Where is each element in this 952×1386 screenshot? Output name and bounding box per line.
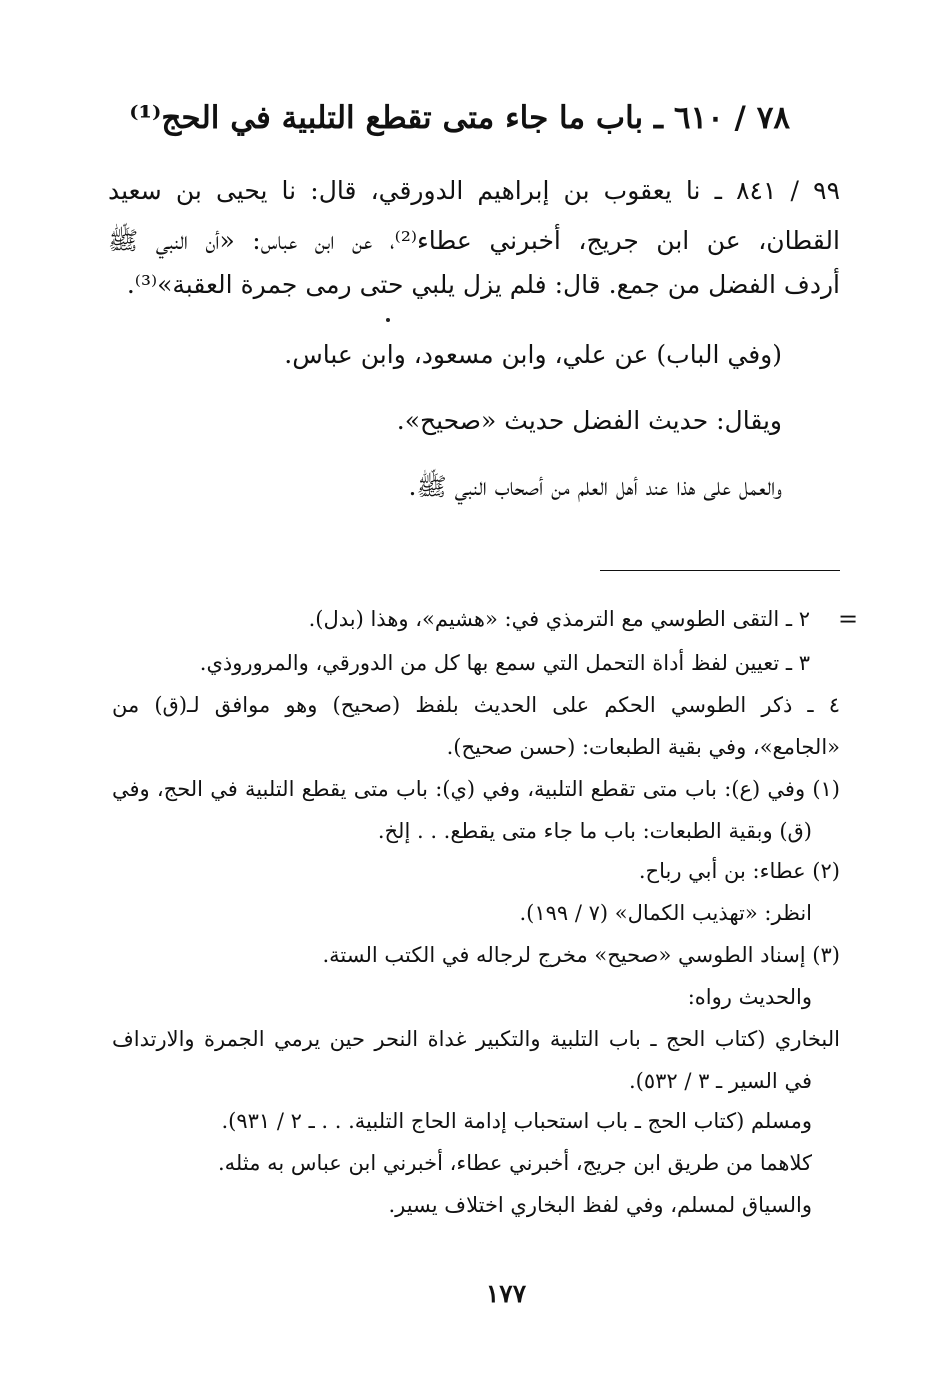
hadith-line-1: ٩٩ / ٨٤١ ـ نا يعقوب بن إبراهيم الدورقي، قال: نا يحيى بن سعيد	[108, 176, 840, 205]
note-2-line-1: (٢) عطاء: بن أبي رباح.	[638, 859, 840, 883]
note-2-line-2: انظر: «تهذيب الكمال» (٧ / ١٩٩).	[519, 901, 812, 925]
note-1-line-2: (ق) وبقية الطبعات: باب ما جاء متى يقطع. . . إلخ.	[377, 819, 812, 843]
bab-note: (وفي الباب) عن علي، وابن مسعود، وابن عباس.	[284, 340, 782, 369]
note-3-line-1: (٣) إسناد الطوسي «صحيح» مخرج لرجاله في الكتب الستة.	[322, 943, 840, 967]
footnote-2: ٢ ـ التقى الطوسي مع الترمذي في: «هشيم»، وهذا (بدل).	[308, 607, 810, 631]
note-3-line-2: والحديث رواه:	[687, 985, 812, 1009]
page-number: ١٧٧	[485, 1279, 527, 1308]
note-3-line-7: والسياق لمسلم، وفي لفظ البخاري اختلاف يسير.	[388, 1193, 812, 1217]
amal-note: والعمل على هذا عند أهل العلم من أصحاب النبي ﷺ.	[408, 472, 782, 501]
hadith-line-3: أردف الفضل من جمع. قال: فلم يزل يلبي حتى رمى جمرة العقبة»⁽³⁾.	[126, 270, 840, 299]
note-3-line-5: ومسلم (كتاب الحج ـ باب استحباب إدامة الحاج التلبية. . . ـ ٢ / ٩٣١).	[221, 1109, 812, 1133]
note-3-line-6: كلاهما من طريق ابن جريج، أخبرني عطاء، أخبرني ابن عباس به مثله.	[218, 1151, 812, 1175]
footnote-separator	[600, 570, 840, 571]
hukm-note: ويقال: حديث الفضل حديث «صحيح».	[396, 406, 782, 435]
footnote-3: ٣ ـ تعيين لفظ أداة التحمل التي سمع بها كل من الدورقي، والمروروذي.	[199, 651, 810, 675]
chapter-title: ٧٨ / ٦١٠ ـ باب ما جاء متى تقطع التلبية في الحج⁽¹⁾	[129, 100, 790, 136]
note-1-line-1: (١) وفي (ع): باب متى تقطع التلبية، وفي (ي): باب متى يقطع التلبية في الحج، وفي	[112, 777, 840, 801]
footnote-4-line-1: ٤ ـ ذكر الطوسي الحكم على الحديث بلفظ (صحيح) وهو موافق لـ(ق) من	[112, 693, 840, 717]
hadith-line-2: القطان، عن ابن جريج، أخبرني عطاء⁽²⁾، عن ابن عباس: «أن النبي ﷺ	[108, 226, 840, 255]
stray-dot	[386, 318, 390, 322]
note-3-line-4: في السير ـ ٣ / ٥٣٢).	[628, 1069, 812, 1093]
note-3-line-3: البخاري (كتاب الحج ـ باب التلبية والتكبير غداة النحر حين يرمي الجمرة والارتداف	[112, 1027, 840, 1051]
footnote-continuation-mark: =	[838, 605, 859, 633]
footnote-4-line-2: «الجامع»، وفي بقية الطبعات: (حسن صحيح).	[446, 735, 840, 759]
